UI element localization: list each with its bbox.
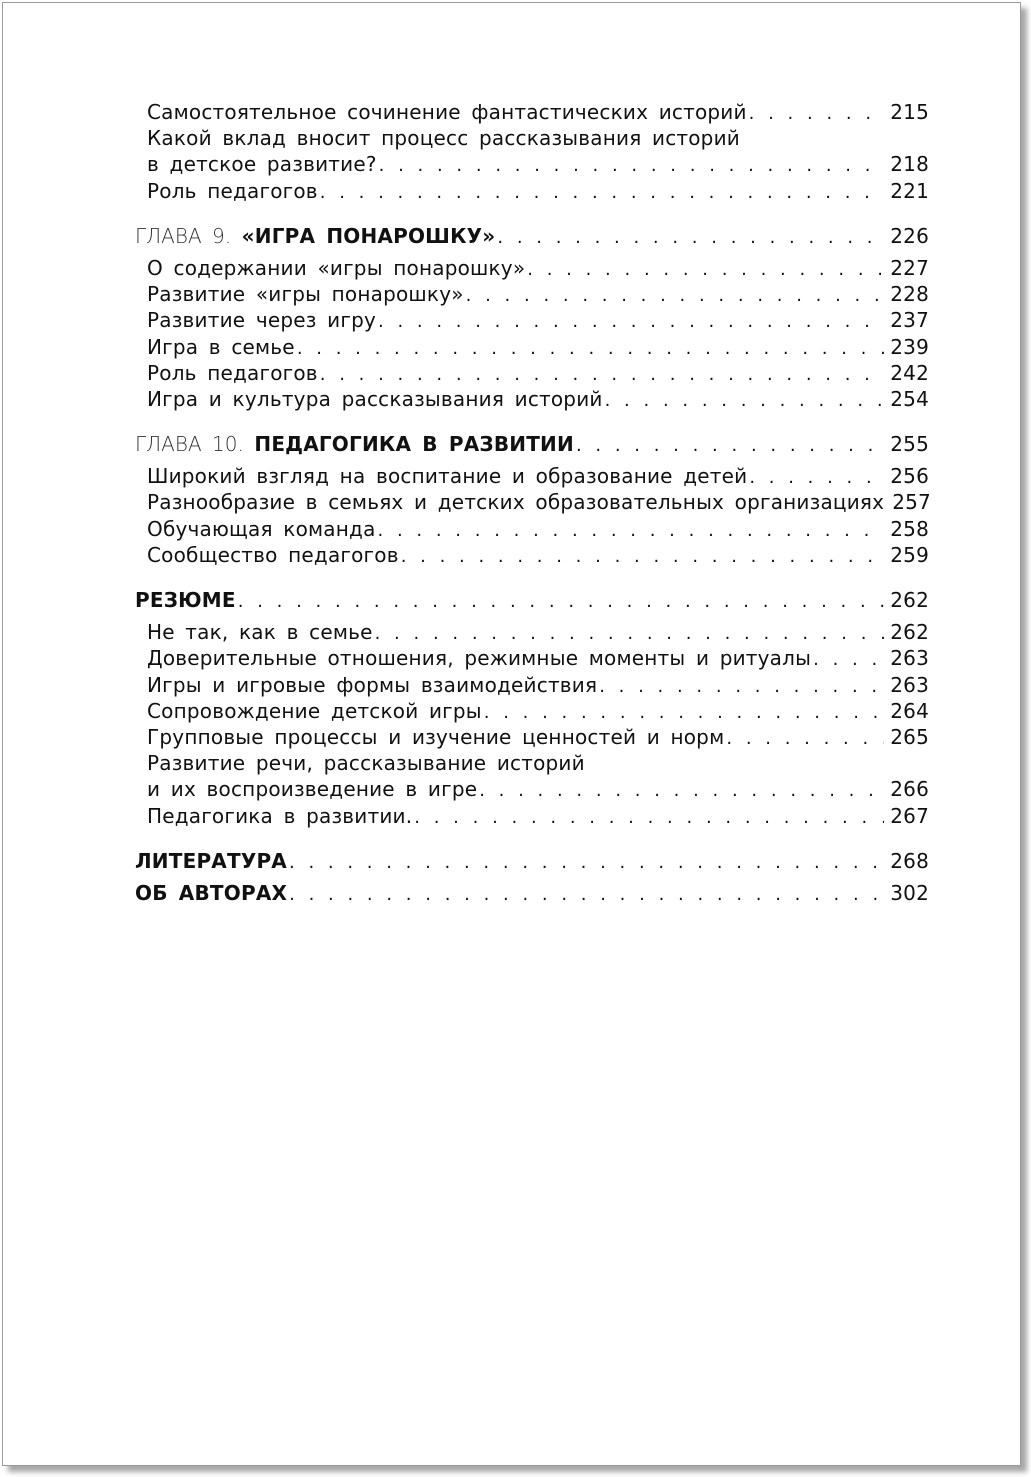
dot-leader	[813, 647, 884, 673]
toc-entry-label: Игры и игровые формы взаимодействия	[147, 672, 598, 697]
page-number: 237	[890, 308, 929, 333]
dot-leader	[484, 700, 884, 726]
dot-leader	[289, 850, 884, 876]
toc-entry	[135, 463, 929, 489]
page-number: 267	[890, 803, 929, 828]
page-number: 218	[890, 152, 929, 177]
chapter-title: ОБ АВТОРАХ	[135, 880, 288, 905]
toc-entry	[135, 516, 929, 542]
page-number: 263	[890, 646, 929, 671]
page-number: 228	[890, 282, 929, 307]
toc-entry-label: Игра в семье	[147, 334, 295, 359]
toc-entry	[135, 334, 929, 360]
dot-leader	[375, 621, 885, 647]
toc-heading-row	[135, 587, 929, 613]
page-number: 227	[890, 255, 929, 280]
toc-entry-label: Сопровождение детской игры	[147, 698, 482, 723]
page-number: 258	[890, 516, 929, 541]
page-number: 266	[890, 777, 929, 802]
dot-leader	[497, 225, 884, 251]
toc-entry	[135, 281, 929, 307]
chapter-title: ЛИТЕРАТУРА	[135, 848, 287, 873]
toc-entry-label: О содержании «игры понарошку»	[147, 255, 526, 280]
toc-entry	[135, 360, 929, 386]
page-number: 215	[890, 100, 929, 124]
toc-entry	[135, 750, 929, 776]
toc-heading-row	[135, 431, 929, 457]
toc-entry	[135, 776, 929, 802]
toc-entry	[135, 803, 929, 829]
toc-entry-label: Обучающая команда	[147, 516, 376, 541]
chapter-title: ПЕДАГОГИКА В РАЗВИТИИ	[254, 432, 574, 457]
dot-leader	[238, 589, 884, 615]
toc-entry-label: Развитие через игру	[147, 308, 376, 333]
dot-leader	[379, 153, 885, 179]
toc-heading	[135, 848, 287, 874]
toc-entry	[135, 489, 929, 515]
page-number: 264	[890, 698, 929, 723]
toc-entry	[135, 125, 929, 151]
dot-leader	[401, 544, 885, 570]
chapter-title: «ИГРА ПОНАРОШКУ»	[241, 223, 496, 248]
toc-entry-label: Педагогика в развитии.	[147, 803, 413, 828]
toc-heading-row	[135, 223, 929, 249]
page-number: 259	[890, 542, 929, 567]
dot-leader	[749, 465, 884, 491]
toc-entry	[135, 178, 929, 204]
toc-entry-label: Групповые процессы и изучение ценностей и норм	[147, 724, 725, 749]
chapter-title: РЕЗЮМЕ	[135, 588, 236, 612]
page-number: 263	[890, 672, 929, 697]
dot-leader	[599, 674, 884, 700]
toc-entry-label: Какой вклад вносит процесс рассказывания историй	[147, 126, 740, 151]
toc-entry-label: Развитие речи, рассказывание историй	[147, 751, 585, 776]
page-number: 226	[890, 223, 929, 248]
toc-heading	[135, 587, 236, 613]
toc-entry-label: Роль педагогов	[147, 360, 318, 385]
table-of-contents	[135, 99, 929, 906]
dot-leader	[297, 336, 884, 362]
toc-heading	[135, 431, 574, 457]
toc-entry-label: Широкий взгляд на воспитание и образование детей	[147, 464, 748, 489]
toc-heading	[135, 880, 287, 906]
dot-leader	[527, 257, 884, 283]
toc-entry	[135, 386, 929, 412]
dot-leader	[414, 805, 884, 831]
toc-entry	[135, 698, 929, 724]
dot-leader	[320, 180, 884, 206]
dot-leader	[749, 101, 885, 127]
toc-entry	[135, 672, 929, 698]
dot-leader	[726, 726, 884, 752]
page-number: 262	[890, 620, 929, 645]
dot-leader	[479, 778, 884, 804]
toc-entry	[135, 307, 929, 333]
page-number: 242	[890, 360, 929, 385]
toc-entry-label: и их воспроизведение в игре	[147, 777, 478, 802]
page-number: 221	[890, 178, 929, 203]
toc-entry	[135, 724, 929, 750]
chapter-number: ГЛАВА 10.	[135, 432, 244, 457]
toc-entry	[135, 151, 929, 177]
page-number: 255	[890, 432, 929, 457]
dot-leader	[289, 882, 884, 908]
toc-entry	[135, 619, 929, 645]
toc-entry	[135, 255, 929, 281]
page-number: 239	[890, 334, 929, 359]
page-number: 257	[892, 490, 931, 515]
toc-entry-label: Разнообразие в семьях и детских образовательных организациях	[147, 490, 885, 515]
page-number: 268	[890, 848, 929, 873]
page-number: 256	[890, 464, 929, 489]
page-number: 254	[890, 386, 929, 411]
toc-entry	[135, 645, 929, 671]
toc-entry-label: Роль педагогов	[147, 178, 318, 203]
dot-leader	[320, 362, 884, 388]
toc-heading	[135, 223, 495, 249]
toc-entry-label: Игра и культура рассказывания историй	[147, 386, 603, 411]
page-number: 262	[890, 588, 929, 612]
toc-heading-row	[135, 880, 929, 906]
page-number: 265	[890, 724, 929, 749]
page-number: 302	[890, 880, 929, 905]
book-page	[2, 2, 1021, 1466]
dot-leader	[605, 388, 885, 414]
toc-entry	[135, 99, 929, 125]
dot-leader	[466, 283, 885, 309]
dot-leader	[378, 309, 884, 335]
toc-entry-label: Сообщество педагогов	[147, 542, 399, 567]
toc-entry	[135, 542, 929, 568]
toc-entry-label: в детское развитие?	[147, 152, 377, 177]
dot-leader	[378, 518, 885, 544]
chapter-number: ГЛАВА 9.	[135, 223, 232, 248]
toc-heading-row	[135, 848, 929, 874]
toc-entry-label: Самостоятельное сочинение фантастических историй	[147, 100, 747, 124]
toc-entry-label: Развитие «игры понарошку»	[147, 282, 464, 307]
toc-entry-label: Доверительные отношения, режимные моменты и ритуалы	[147, 646, 812, 671]
dot-leader	[576, 433, 884, 459]
toc-entry-label: Не так, как в семье	[147, 620, 373, 645]
